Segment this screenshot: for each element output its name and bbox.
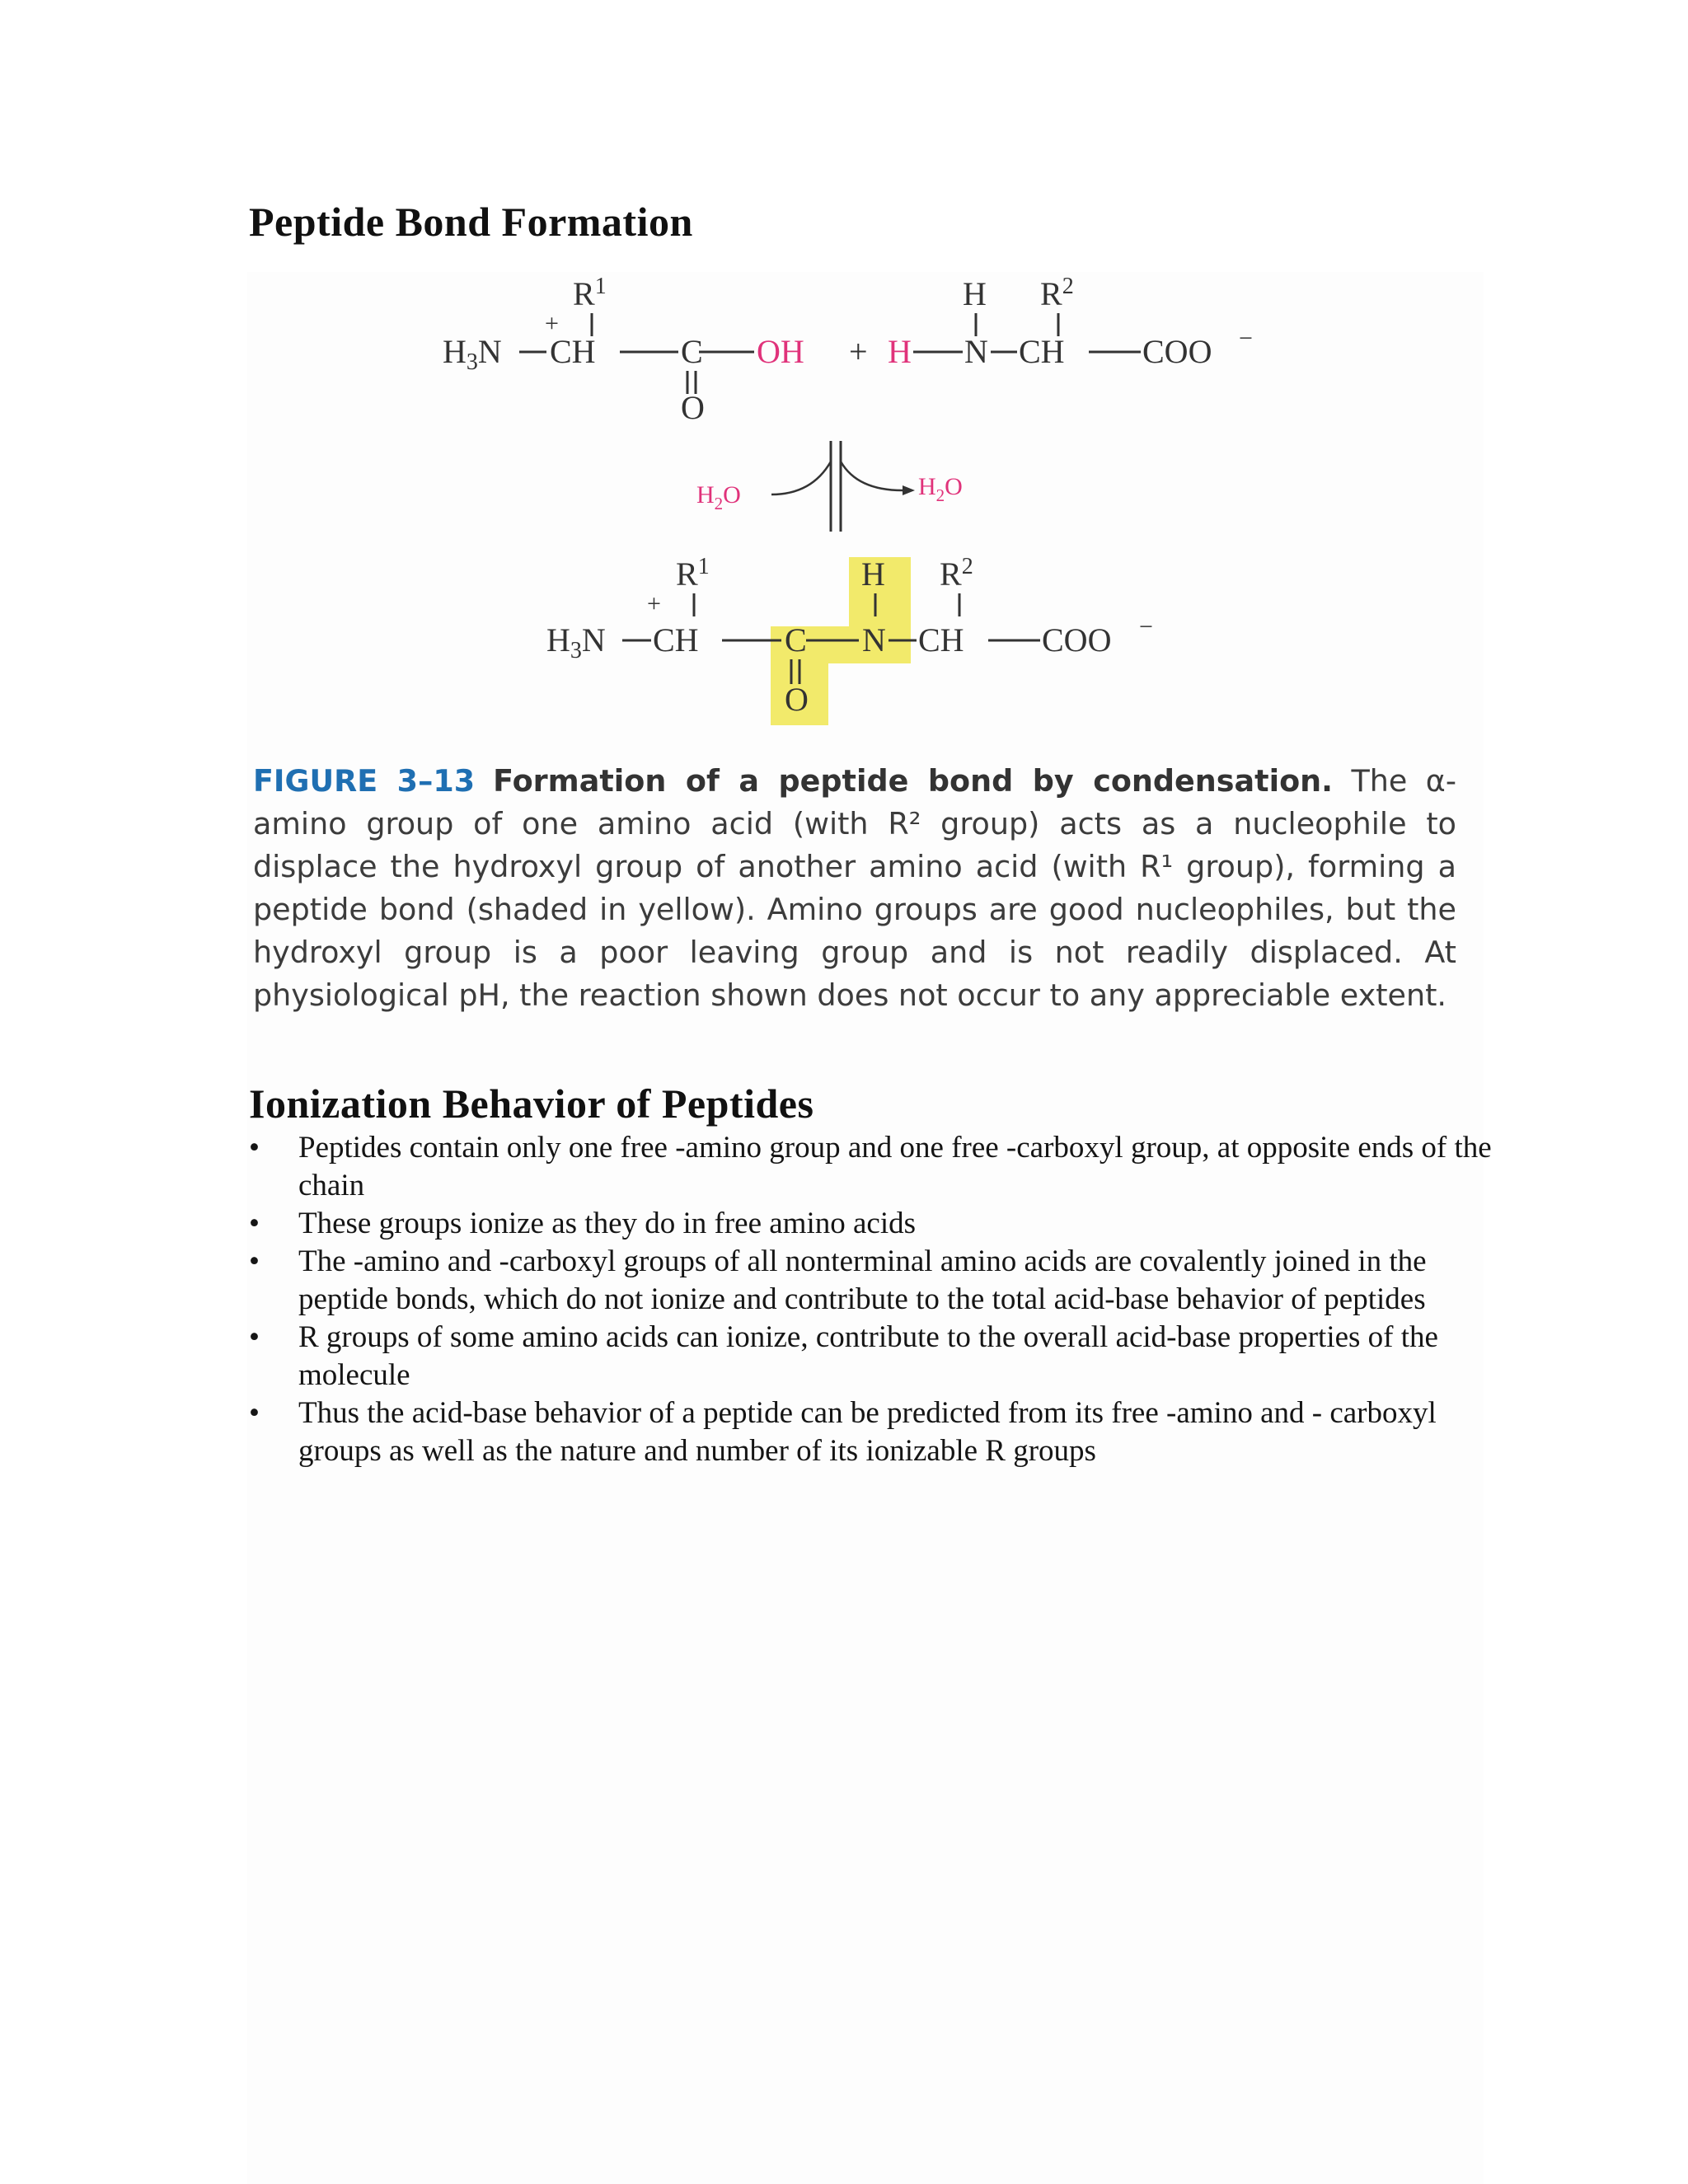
section-title-peptide-bond-formation: Peptide Bond Formation — [249, 199, 693, 245]
bullet-item — [247, 1319, 1500, 1394]
bullet-dot: • — [249, 1320, 260, 1354]
product-o: O — [785, 681, 809, 718]
product-c: C — [785, 621, 807, 658]
product-h: H — [861, 555, 885, 593]
water-in-curve — [771, 462, 831, 494]
product-n: N — [862, 621, 886, 658]
caption-body: The α-amino group of one amino acid (with R² group) acts as a nucleophile to displace the hydroxyl group of another amino acid (with R¹ group), forming a peptide bond (shaded in yellow). Amino groups are good nucleophiles, but the hydroxyl group is a poor leaving group and is not readily displaced. At physiological pH, the reaction shown does not occur to any appreciable extent. — [253, 763, 1456, 1013]
product-alpha2: CH — [918, 621, 964, 658]
plus-sign: + — [849, 333, 868, 370]
reaction-diagram — [0, 0, 1688, 775]
reactant2-carboxylate: COO — [1142, 333, 1212, 370]
reactant1-o: O — [681, 389, 705, 426]
water-left: $H_2O$ — [696, 481, 741, 513]
carboxylate-minus: − — [1239, 325, 1253, 352]
caption-bold: Formation of a peptide bond by condensation. — [493, 763, 1334, 799]
r2-label: $R^2$ — [1040, 274, 1074, 312]
reactant2-h: H — [888, 333, 912, 370]
amine-plus: + — [545, 310, 559, 337]
reactant1-alpha: CH — [550, 333, 596, 370]
reactant1-carbonyl-c: C — [681, 333, 703, 370]
bullet-item — [247, 1205, 1500, 1243]
bullet-text: R groups of some amino acids can ionize, contribute to the overall acid-base properties of the molecule — [298, 1320, 1438, 1392]
reactant1-oh: OH — [757, 333, 804, 370]
figure-label: FIGURE 3–13 — [253, 763, 476, 799]
product-amine: $H_3N$ — [546, 621, 606, 663]
product-carboxylate: COO — [1042, 621, 1112, 658]
figure-caption — [253, 760, 1456, 1017]
bullet-item — [247, 1243, 1500, 1319]
equilibrium-arrows — [771, 441, 915, 532]
bullet-text: These groups ionize as they do in free amino acids — [298, 1207, 917, 1240]
product-r2: $R^2$ — [940, 554, 973, 593]
bullet-item — [247, 1129, 1500, 1205]
water-out-curve — [841, 462, 903, 490]
water-right: $H_2O$ — [918, 473, 963, 505]
reactant2-alpha: CH — [1019, 333, 1065, 370]
reactant-1 — [443, 274, 804, 426]
product-r1: $R^1$ — [676, 554, 710, 593]
bullet-dot: • — [249, 1396, 260, 1430]
bullet-item — [247, 1394, 1500, 1470]
bullet-dot: • — [249, 1207, 260, 1240]
bullet-text: Thus the acid-base behavior of a peptide can be predicted from its free -amino and - carboxyl groups as well as the nature and number of its ionizable R groups — [298, 1396, 1437, 1468]
svg-text:+: + — [647, 590, 661, 617]
bullet-dot: • — [249, 1244, 260, 1278]
ionization-bullets — [247, 1129, 1500, 1470]
bullet-text: The -amino and -carboxyl groups of all nonterminal amino acids are covalently joined in the peptide bonds, which do not ionize and contribute to the total acid-base behavior of peptides — [298, 1244, 1427, 1316]
section-title-ionization: Ionization Behavior of Peptides — [249, 1080, 814, 1127]
peptide-bond-figure — [0, 0, 1688, 775]
reactant2-h-top: H — [963, 275, 987, 312]
product-alpha1: CH — [653, 621, 699, 658]
bullet-text: Peptides contain only one free -amino group and one free -carboxyl group, at opposite ends of the chain — [298, 1131, 1492, 1202]
reactant-2 — [888, 274, 1253, 370]
svg-text:−: − — [1139, 613, 1153, 640]
reactant1-amine: $H_3N$ — [443, 333, 502, 375]
reactant2-n: N — [964, 333, 988, 370]
r1-label: $R^1$ — [573, 274, 607, 312]
bullet-dot: • — [249, 1131, 260, 1165]
